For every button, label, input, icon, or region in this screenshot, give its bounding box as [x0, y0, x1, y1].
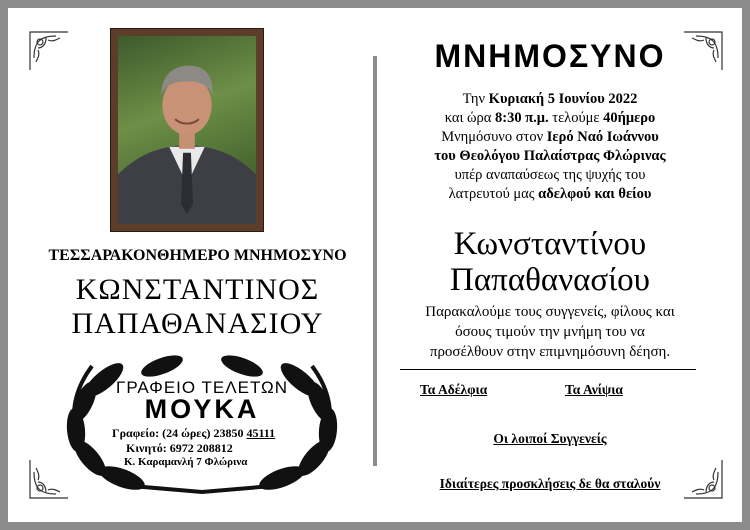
church-name: Ιερό Ναό Ιωάννου: [546, 129, 659, 145]
l6-pre: λατρευτού μας: [448, 186, 535, 202]
relation-text: αδελφού και θείου: [538, 186, 652, 202]
mobile-number: 6972 208812: [169, 441, 233, 455]
office-phone-prefix: 23850: [213, 426, 244, 440]
deceased-name-genitive-first: Κωνσταντίνου: [453, 226, 647, 262]
invitation-line-3: προσέλθουν στην επιμνημόσυνη δέηση.: [429, 344, 671, 360]
office-phone-line: [112, 426, 275, 441]
office-phone-number: 45111: [246, 426, 276, 440]
funeral-home-title: ΓΡΑΦΕΙΟ ΤΕΛΕΤΩΝ: [115, 378, 289, 397]
l1-pre: Την: [462, 91, 486, 107]
invitation-line-1: Παρακαλούμε τους συγγενείς, φίλους και: [425, 304, 675, 320]
announcement-line-3: [385, 128, 715, 147]
funeral-home-address: Κ. Καραμανλή 7 Φλώρινα: [124, 456, 248, 468]
invitation-text: [385, 302, 715, 362]
office-label: Γραφείο: (24 ώρες): [112, 426, 211, 440]
announcement-line-5: υπέρ αναπαύσεως της ψυχής του: [454, 167, 646, 183]
column-divider: [373, 56, 377, 466]
church-location: του Θεολόγου Παλαίστρας Φλώρινας: [434, 148, 666, 164]
announcement-line-4: [385, 147, 715, 166]
memorial-subtitle: ΤΕΣΣΑΡΑΚΟΝΘΗΜΕΡΟ ΜΝΗΜΟΣΥΝΟ: [48, 247, 347, 264]
signature-nephews: Τα Ανίψια: [565, 382, 623, 397]
date-text: Κυριακή 5 Ιουνίου 2022: [488, 91, 638, 107]
l2-mid: τελούμε: [552, 110, 600, 126]
portrait-photo: [118, 36, 256, 224]
footer-note: Ιδιαίτερες προσκλήσεις δε θα σταλούν: [439, 476, 661, 491]
ceremony-type: 40ήμερο: [603, 110, 656, 126]
announcement-line-2: [385, 109, 715, 128]
funeral-home-name: ΜΟΥΚΑ: [144, 394, 260, 424]
time-text: 8:30 π.μ.: [495, 110, 549, 126]
mobile-phone-line: [126, 441, 233, 456]
deceased-name-last: ΠΑΠΑΘΑΝΑΣΙΟΥ: [71, 307, 324, 340]
corner-ornament-icon: [26, 28, 72, 74]
deceased-name-genitive-last: Παπαθανασίου: [450, 262, 650, 298]
invitation-line-2: όσους τιμούν την μνήμη του να: [455, 324, 645, 340]
separator-line: [400, 369, 696, 370]
mobile-label: Κινητό:: [126, 441, 167, 455]
deceased-name-first: ΚΩΝΣΤΑΝΤΙΝΟΣ: [75, 273, 320, 306]
signature-siblings: Τα Αδέλφια: [420, 382, 488, 397]
memorial-heading: ΜΝΗΜΟΣΥΝΟ: [434, 38, 666, 74]
l2-pre: και ώρα: [444, 110, 492, 126]
announcement-line-6: [385, 185, 715, 204]
announcement-line-1: [385, 90, 715, 109]
announcement-text: [385, 90, 715, 204]
portrait-frame: [110, 28, 264, 232]
l3-pre: Μνημόσυνο στον: [441, 129, 544, 145]
signature-relatives: Οι λοιποί Συγγενείς: [493, 431, 607, 446]
